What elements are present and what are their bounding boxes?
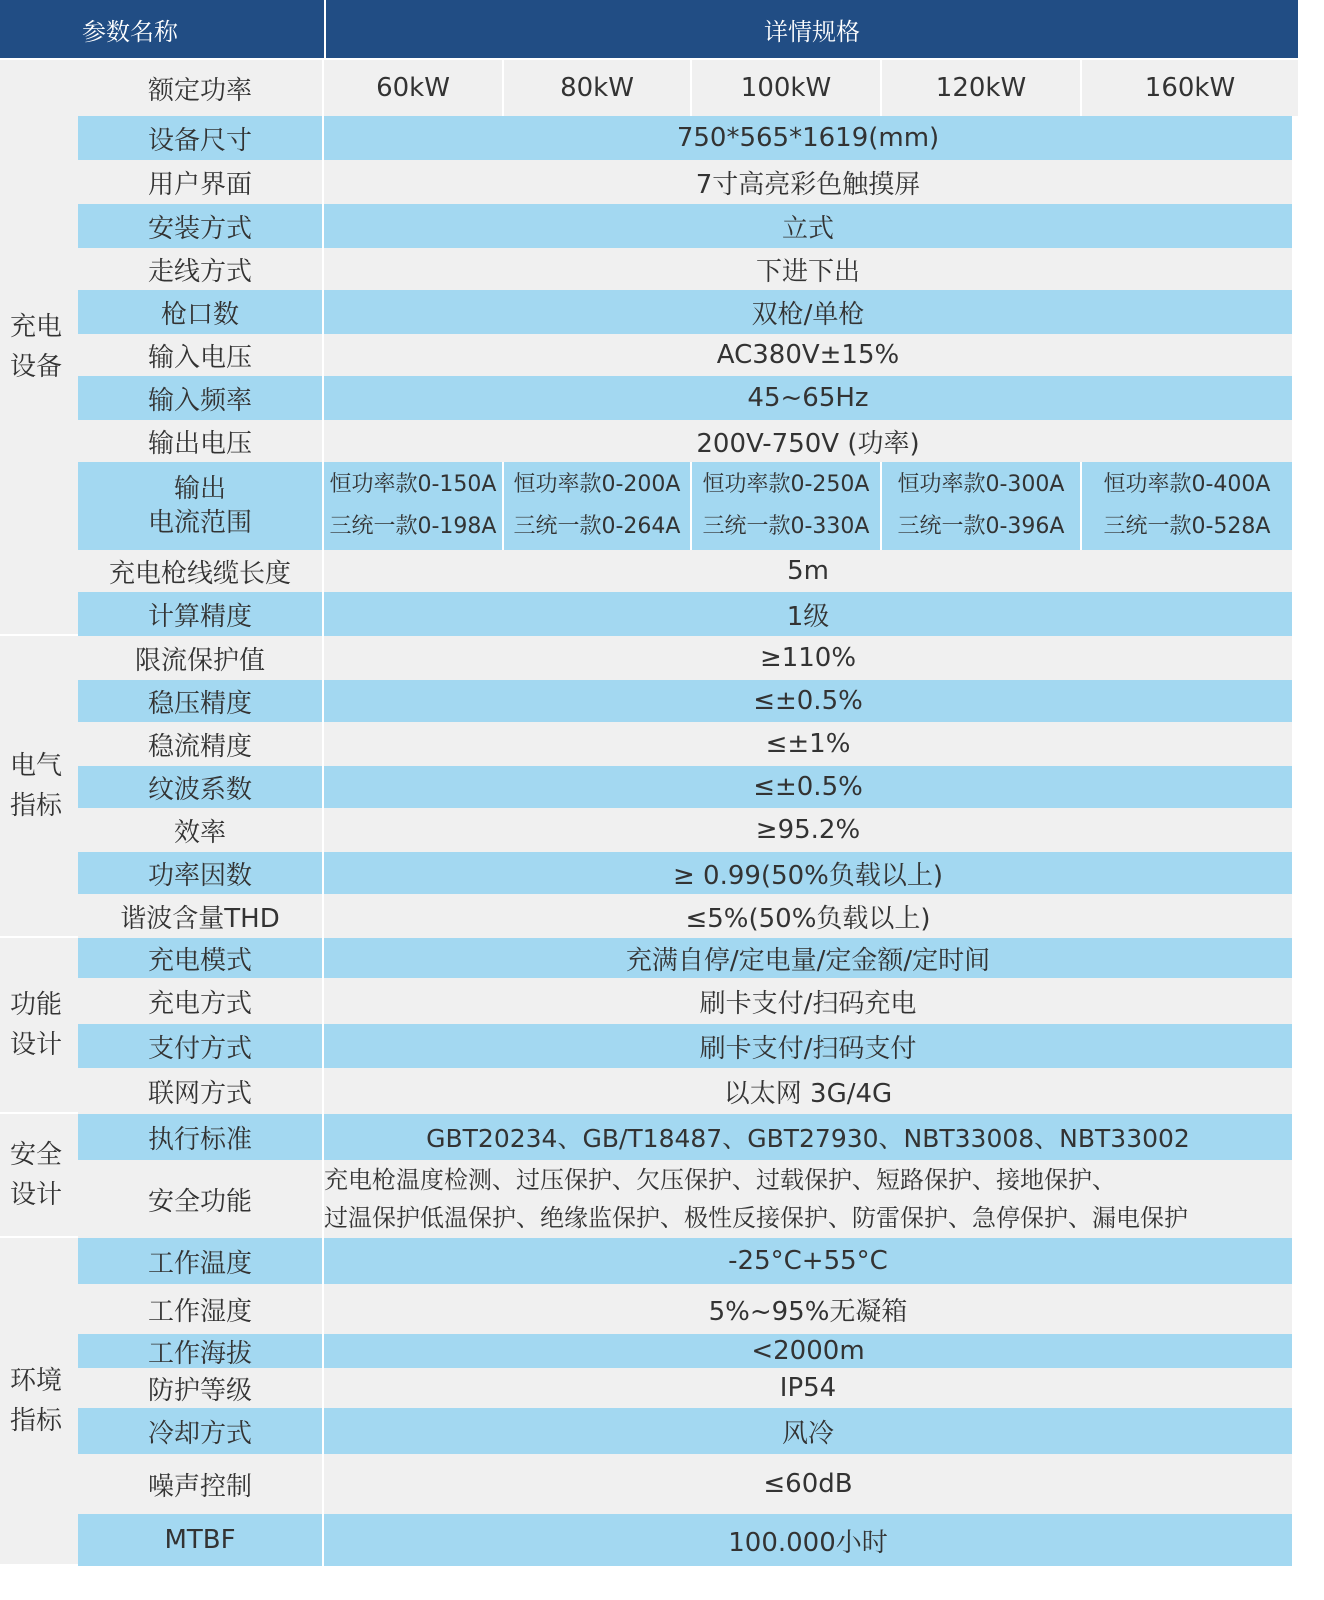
row-label: 充电模式 xyxy=(78,938,324,978)
row-value: 100.000小时 xyxy=(324,1514,1292,1566)
output-current-line: 恒功率款0-250A xyxy=(702,472,870,497)
row-value: ≥ 0.99(50%负载以上) xyxy=(324,852,1292,894)
rated-power-value: 120kW xyxy=(882,60,1082,116)
row-value: 7寸高亮彩色触摸屏 xyxy=(324,160,1292,204)
output-current-cell xyxy=(504,462,692,550)
row-label: 安全功能 xyxy=(78,1160,324,1238)
row-value: 下进下出 xyxy=(324,248,1292,290)
row-label: 防护等级 xyxy=(78,1368,324,1408)
safety-functions-line: 过温保护低温保护、绝缘监保护、极性反接保护、防雷保护、急停保护、漏电保护 xyxy=(324,1204,1188,1232)
row-label: 工作湿度 xyxy=(78,1284,324,1334)
row-value: 以太网 3G/4G xyxy=(324,1068,1292,1114)
row-value: 风冷 xyxy=(324,1408,1292,1454)
row-label: 冷却方式 xyxy=(78,1408,324,1454)
row-label: 输出电压 xyxy=(78,420,324,462)
row-label: 限流保护值 xyxy=(78,636,324,680)
output-current-line: 三统一款0-396A xyxy=(897,514,1065,539)
row-value: GBT20234、GB/T18487、GBT27930、NBT33008、NBT33002 xyxy=(324,1114,1292,1160)
row-label: 谐波含量THD xyxy=(78,894,324,938)
row-value: ≥95.2% xyxy=(324,808,1292,852)
header-param-name: 参数名称 xyxy=(0,0,324,58)
row-label: 联网方式 xyxy=(78,1068,324,1114)
output-current-line: 三统一款0-330A xyxy=(702,514,870,539)
row-label: 输入电压 xyxy=(78,334,324,376)
row-value: 刷卡支付/扫码充电 xyxy=(324,978,1292,1024)
row-value: 充满自停/定电量/定金额/定时间 xyxy=(324,938,1292,978)
output-current-cell xyxy=(882,462,1082,550)
row-label: 功率因数 xyxy=(78,852,324,894)
row-label: 充电方式 xyxy=(78,978,324,1024)
row-label: 安装方式 xyxy=(78,204,324,248)
safety-functions-line: 充电枪温度检测、过压保护、欠压保护、过载保护、短路保护、接地保护、 xyxy=(324,1166,1116,1194)
row-label: 支付方式 xyxy=(78,1024,324,1068)
category-charging-equipment: 充电 设备 xyxy=(0,60,78,636)
row-value: 750*565*1619(mm) xyxy=(324,116,1292,160)
rated-power-value: 60kW xyxy=(324,60,504,116)
row-value: 刷卡支付/扫码支付 xyxy=(324,1024,1292,1068)
row-label: 稳压精度 xyxy=(78,680,324,722)
category-environment-specs: 环境 指标 xyxy=(0,1238,78,1566)
row-label-rated-power: 额定功率 xyxy=(78,60,324,116)
header-detail-spec: 详情规格 xyxy=(326,0,1298,58)
row-value: ≤±0.5% xyxy=(324,766,1292,808)
row-value: 1级 xyxy=(324,592,1292,636)
row-label: 充电枪线缆长度 xyxy=(78,550,324,592)
output-current-line: 恒功率款0-300A xyxy=(897,472,1065,497)
row-value: 立式 xyxy=(324,204,1292,248)
row-label: 走线方式 xyxy=(78,248,324,290)
row-value: -25°C+55°C xyxy=(324,1238,1292,1284)
output-current-line: 恒功率款0-150A xyxy=(329,472,497,497)
row-label: 纹波系数 xyxy=(78,766,324,808)
category-electrical-specs: 电气 指标 xyxy=(0,636,78,938)
output-current-cell xyxy=(1082,462,1292,550)
row-value: ≥110% xyxy=(324,636,1292,680)
row-value: 双枪/单枪 xyxy=(324,290,1292,334)
row-label: 工作海拔 xyxy=(78,1334,324,1368)
row-label: 效率 xyxy=(78,808,324,852)
row-label: 用户界面 xyxy=(78,160,324,204)
row-label: 计算精度 xyxy=(78,592,324,636)
row-value: AC380V±15% xyxy=(324,334,1292,376)
row-label: MTBF xyxy=(78,1514,324,1566)
row-label: 稳流精度 xyxy=(78,722,324,766)
output-current-line: 恒功率款0-200A xyxy=(513,472,681,497)
row-label: 噪声控制 xyxy=(78,1454,324,1514)
output-current-cell xyxy=(324,462,504,550)
row-value: 5%~95%无凝箱 xyxy=(324,1284,1292,1334)
row-label: 输入频率 xyxy=(78,376,324,420)
category-safety-design: 安全 设计 xyxy=(0,1114,78,1238)
row-value xyxy=(324,1160,1292,1238)
rated-power-value: 160kW xyxy=(1082,60,1298,116)
row-label: 枪口数 xyxy=(78,290,324,334)
output-current-cell xyxy=(692,462,882,550)
row-label: 设备尺寸 xyxy=(78,116,324,160)
row-label-output-current: 输出 电流范围 xyxy=(78,462,324,550)
output-current-line: 三统一款0-198A xyxy=(329,514,497,539)
row-value: IP54 xyxy=(324,1368,1292,1408)
row-value: ≤±1% xyxy=(324,722,1292,766)
row-value: 5m xyxy=(324,550,1292,592)
rated-power-value: 80kW xyxy=(504,60,692,116)
output-current-line: 三统一款0-528A xyxy=(1103,514,1271,539)
row-value: 45~65Hz xyxy=(324,376,1292,420)
row-label: 工作温度 xyxy=(78,1238,324,1284)
row-value: ≤5%(50%负载以上) xyxy=(324,894,1292,938)
row-value: ≤±0.5% xyxy=(324,680,1292,722)
row-label: 执行标准 xyxy=(78,1114,324,1160)
output-current-line: 恒功率款0-400A xyxy=(1103,472,1271,497)
row-value: ≤60dB xyxy=(324,1454,1292,1514)
rated-power-value: 100kW xyxy=(692,60,882,116)
output-current-line: 三统一款0-264A xyxy=(513,514,681,539)
category-function-design: 功能 设计 xyxy=(0,938,78,1114)
row-value: <2000m xyxy=(324,1334,1292,1368)
row-value: 200V-750V (功率) xyxy=(324,420,1292,462)
